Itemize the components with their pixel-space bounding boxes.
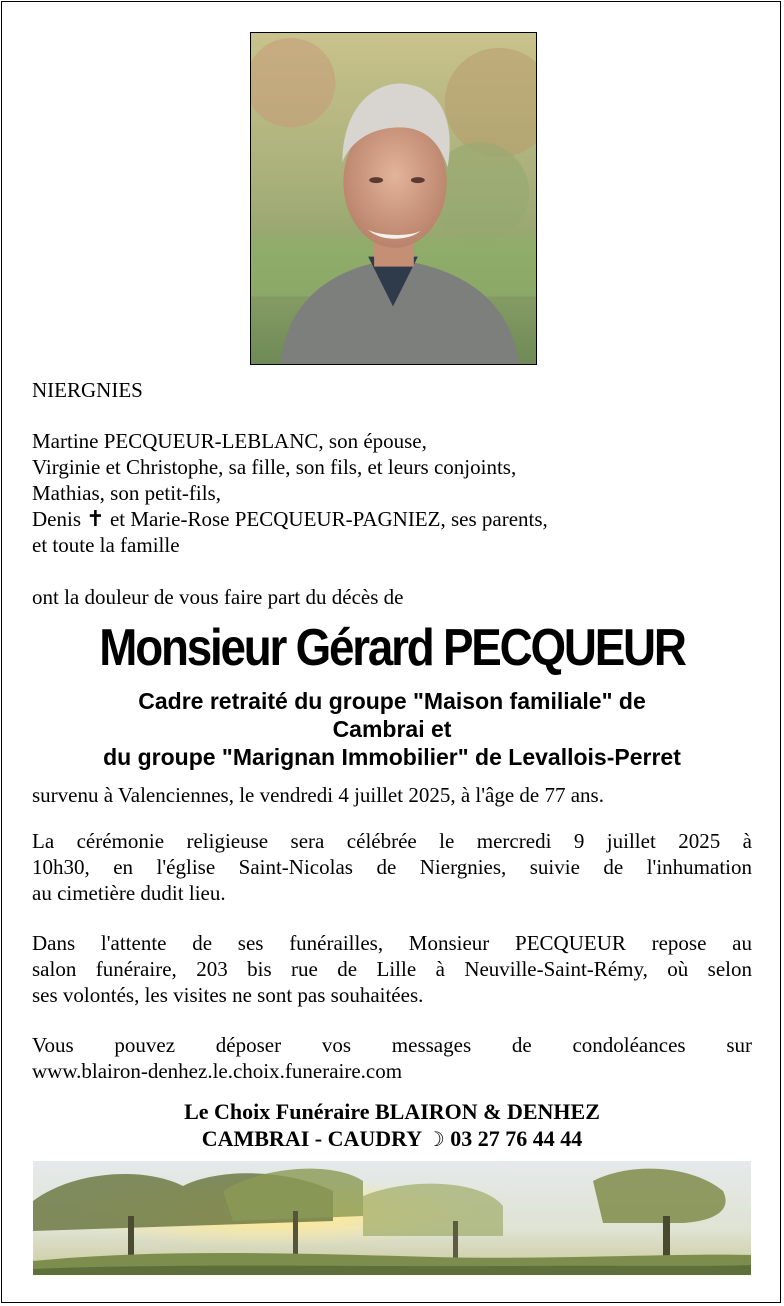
ceremony-line: au cimetière dudit lieu. <box>32 881 226 905</box>
family-parents: et Marie-Rose PECQUEUR-PAGNIEZ, ses parents, <box>109 507 548 531</box>
salon-line: salon funéraire, 203 bis rue de Lille à Neuville-Saint-Rémy, où selon <box>32 957 752 981</box>
word: pouvez <box>114 1033 176 1057</box>
funeral-home-block <box>0 1098 784 1152</box>
role-line: Cambrai et <box>332 716 452 742</box>
role-line: Cadre retraité du groupe "Maison familiale" de <box>138 688 646 714</box>
ceremony-line: 10h30, en l'église Saint-Nicolas de Niergnies, suivie de l'inhumation <box>32 855 752 879</box>
family-list <box>32 428 752 558</box>
condolences-url: www.blairon-denhez.le.choix.funeraire.com <box>32 1059 403 1083</box>
word: vos <box>321 1033 352 1057</box>
funeral-home-contact <box>0 1125 784 1152</box>
salon-paragraph <box>32 930 752 1008</box>
funeral-home-phone: 03 27 76 44 44 <box>450 1126 583 1151</box>
ceremony-line: La cérémonie religieuse sera célébrée le mercredi 9 juillet 2025 à <box>32 829 752 853</box>
family-line: Virginie et Christophe, sa fille, son fils, et leurs conjoints, <box>32 455 517 479</box>
announcement-intro: ont la douleur de vous faire part du décès de <box>32 585 404 609</box>
portrait-photo <box>250 32 537 365</box>
family-line: Mathias, son petit-fils, <box>32 481 221 505</box>
family-parent-name: Denis <box>32 507 81 531</box>
town-name: NIERGNIES <box>32 378 143 402</box>
cross-icon: ✝ <box>86 507 105 532</box>
condolences-line <box>32 1032 752 1058</box>
word: sur <box>726 1033 752 1057</box>
death-details: survenu à Valenciennes, le vendredi 4 juillet 2025, à l'âge de 77 ans. <box>32 783 604 807</box>
role-line: du groupe "Marignan Immobilier" de Levallois-Perret <box>103 744 681 770</box>
salon-line: Dans l'attente de ses funérailles, Monsieur PECQUEUR repose au <box>32 931 752 955</box>
salon-line: ses volontés, les visites ne sont pas souhaitées. <box>32 983 424 1007</box>
word: déposer <box>215 1033 282 1057</box>
word: messages <box>391 1033 472 1057</box>
funeral-home-cities: CAMBRAI - CAUDRY <box>201 1126 422 1151</box>
landscape-banner <box>33 1161 751 1275</box>
condolences-paragraph <box>32 1032 752 1084</box>
word: de <box>511 1033 532 1057</box>
family-line: et toute la famille <box>32 533 180 557</box>
word: condoléances <box>572 1033 686 1057</box>
deceased-role <box>0 687 784 771</box>
deceased-name: Monsieur Gérard PECQUEUR <box>99 619 685 677</box>
word: Vous <box>32 1033 74 1057</box>
phone-icon: ☽ <box>426 1127 445 1151</box>
family-line <box>32 506 752 532</box>
funeral-home-name: Le Choix Funéraire BLAIRON & DENHEZ <box>184 1099 600 1124</box>
family-line: Martine PECQUEUR-LEBLANC, son épouse, <box>32 429 427 453</box>
ceremony-paragraph <box>32 828 752 906</box>
